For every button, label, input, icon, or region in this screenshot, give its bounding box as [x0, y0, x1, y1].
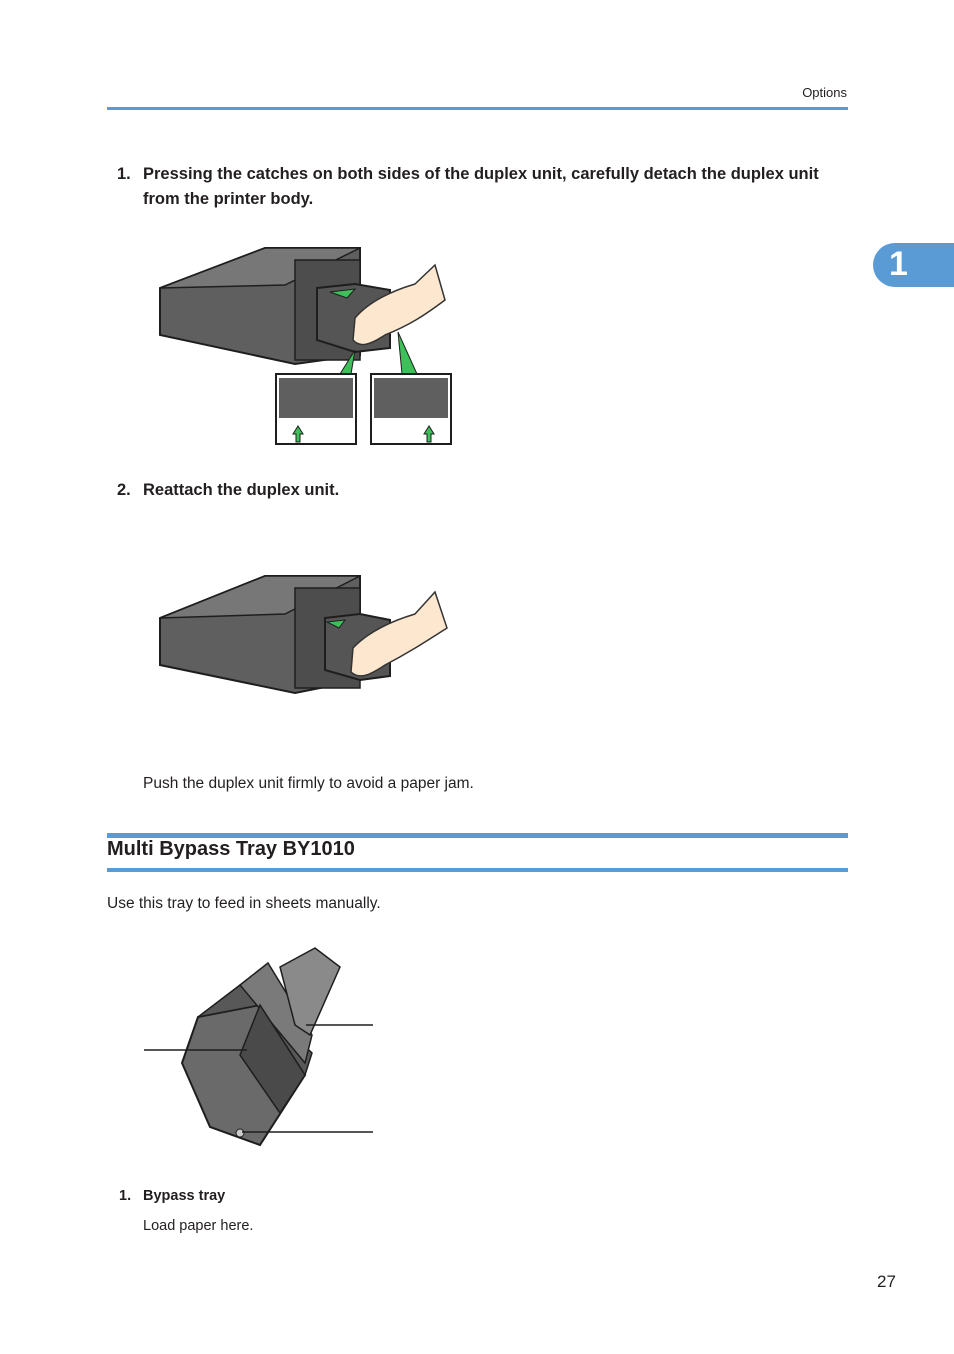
item-title: Bypass tray [143, 1188, 226, 1204]
item-description: Load paper here. [143, 1218, 254, 1234]
step-2 [117, 478, 858, 504]
step-number: 2. [117, 481, 131, 499]
detach-duplex-illustration [155, 240, 455, 450]
header-rule [107, 107, 848, 110]
bypass-tray-illustration [140, 945, 380, 1150]
step-1 [117, 162, 858, 214]
running-header: Options [802, 85, 847, 100]
section-title: Multi Bypass Tray BY1010 [107, 838, 355, 860]
page-number: 27 [877, 1272, 896, 1291]
chapter-number: 1 [889, 245, 908, 283]
section-intro: Use this tray to feed in sheets manually. [107, 895, 381, 912]
section-rule-bottom [107, 868, 848, 872]
step-text: Pressing the catches on both sides of the duplex unit, carefully detach the duplex unit from the printer body. [143, 165, 819, 208]
reattach-duplex-illustration [155, 570, 455, 700]
item-number: 1. [119, 1188, 132, 1204]
chapter-tab[interactable] [873, 243, 954, 287]
note-text: Push the duplex unit firmly to avoid a paper jam. [143, 775, 474, 792]
item-1 [119, 1188, 419, 1210]
step-text: Reattach the duplex unit. [143, 481, 340, 499]
step-number: 1. [117, 165, 131, 183]
